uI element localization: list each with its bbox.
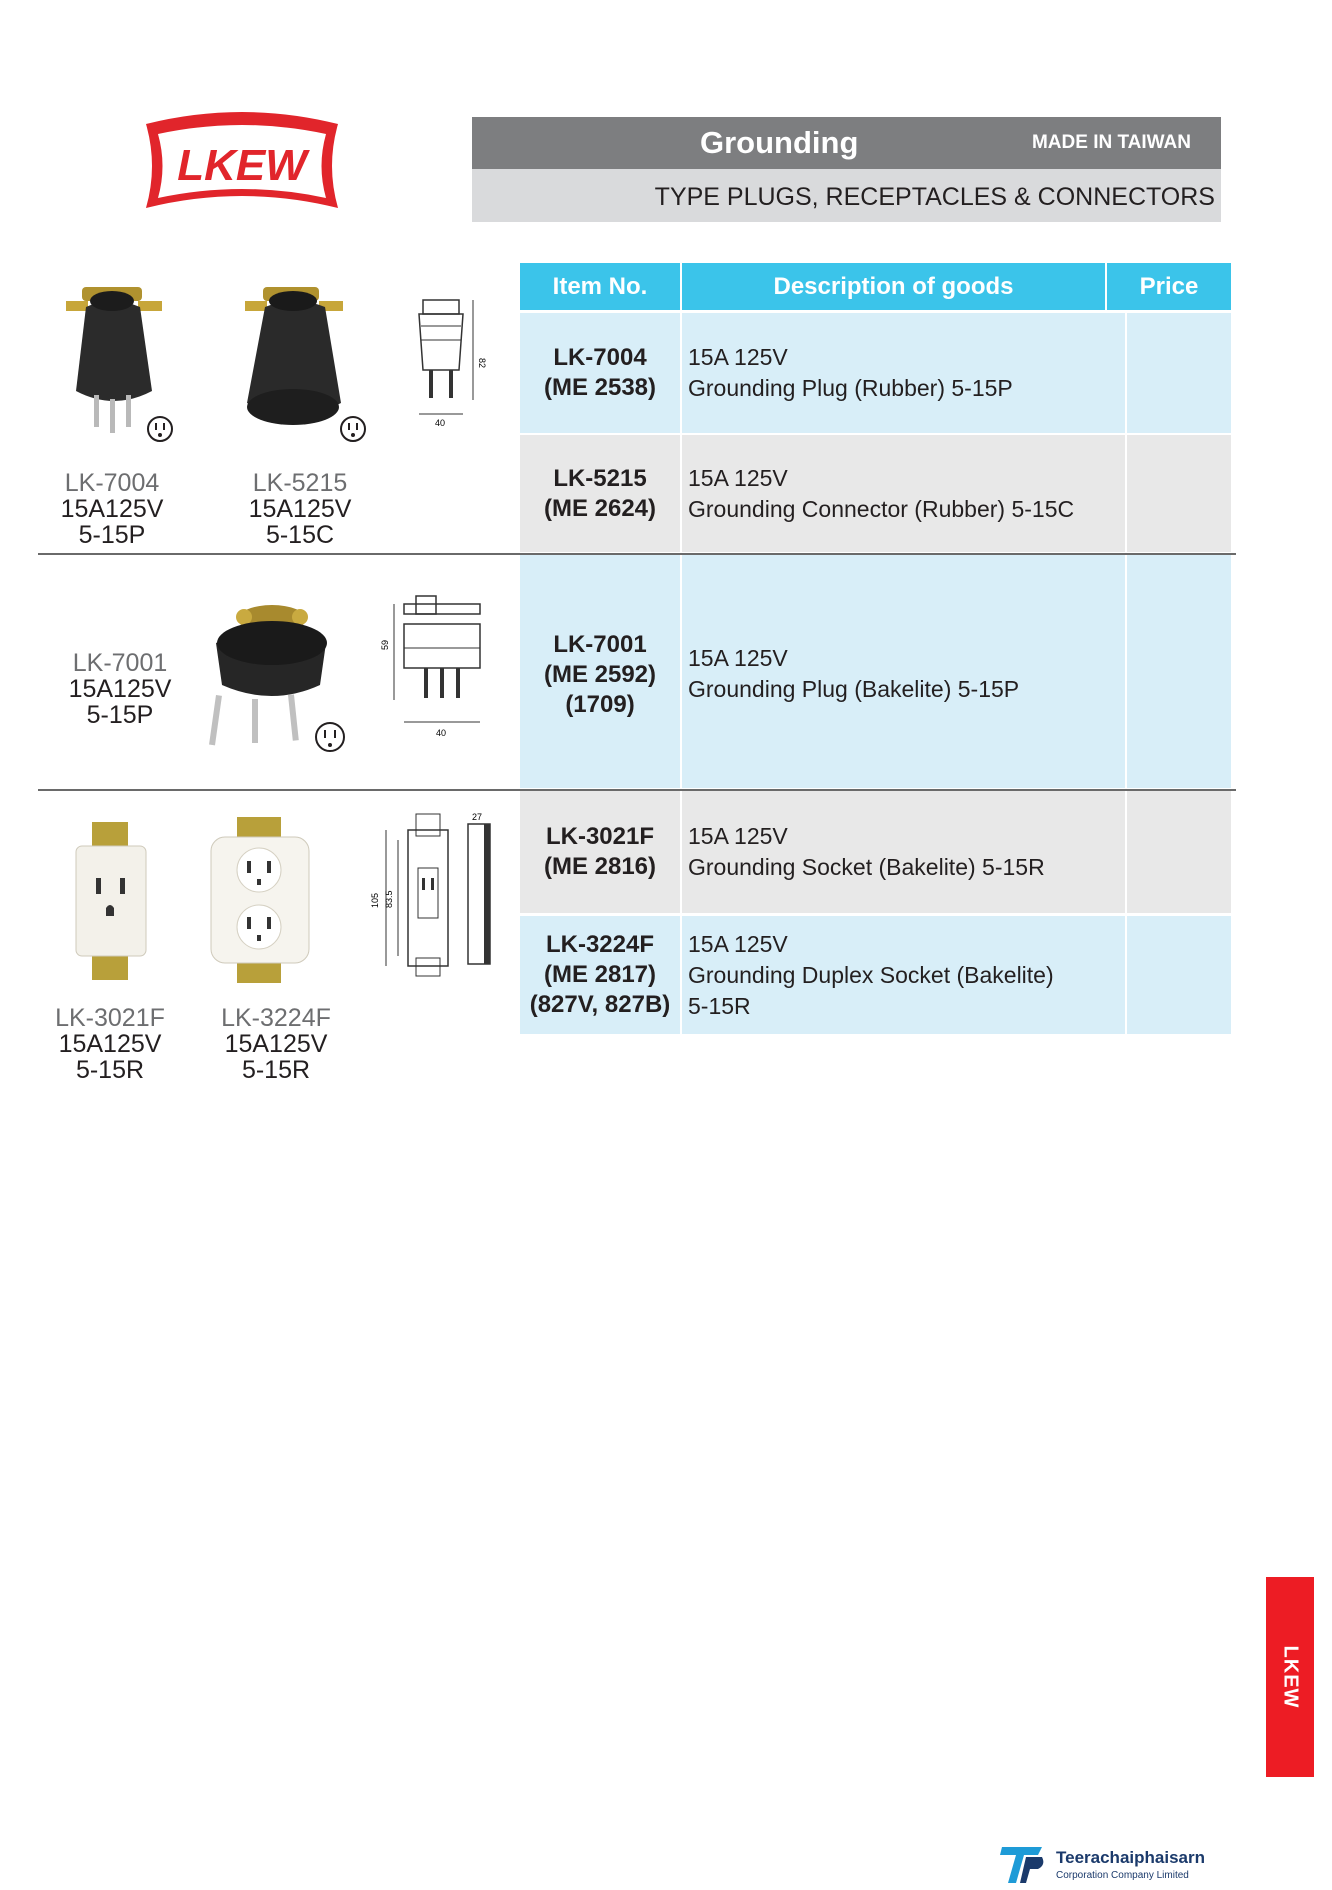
table-row bbox=[520, 555, 1231, 788]
item-number: LK-5215 bbox=[553, 464, 647, 492]
item-cell bbox=[520, 555, 680, 788]
description-cell bbox=[682, 313, 1125, 433]
side-tab-label: LKEW bbox=[1279, 1645, 1302, 1709]
dim-width-label: 40 bbox=[435, 418, 446, 428]
section-divider bbox=[38, 789, 1236, 791]
product-model: LK-5215 bbox=[252, 469, 348, 497]
made-in-label: MADE IN TAIWAN bbox=[1031, 132, 1191, 153]
item-code: (ME 2592) bbox=[543, 661, 657, 688]
description-text: Grounding Connector (Rubber) 5-15C bbox=[688, 495, 1075, 522]
dim-height-label: 59 bbox=[380, 639, 390, 650]
table-row bbox=[520, 313, 1231, 433]
product-type: 5-15R bbox=[75, 1056, 145, 1084]
description-rating: 15A 125V bbox=[688, 464, 788, 491]
dim-height-label: 82 bbox=[477, 358, 487, 369]
footer-company-subtitle: Corporation Company Limited bbox=[1056, 1870, 1189, 1881]
product-rating: 15A125V bbox=[224, 1030, 328, 1058]
description-cell bbox=[682, 435, 1125, 552]
price-cell bbox=[1127, 791, 1231, 913]
product-label-lk3021f bbox=[44, 1005, 176, 1083]
product-label-lk3224f bbox=[210, 1005, 342, 1083]
description-text: Grounding Duplex Socket (Bakelite) bbox=[688, 961, 1054, 988]
product-model: LK-3021F bbox=[55, 1004, 165, 1032]
description-rating: 15A 125V bbox=[688, 930, 788, 957]
dim-depth-label: 27 bbox=[472, 812, 483, 822]
product-rating: 15A125V bbox=[248, 495, 352, 523]
description-rating: 15A 125V bbox=[688, 344, 788, 370]
item-code: (ME 2817) bbox=[543, 961, 657, 988]
item-cell bbox=[520, 435, 680, 552]
product-rating: 15A125V bbox=[68, 675, 172, 703]
dim-height-label: 105 bbox=[370, 892, 380, 908]
page-subtitle: TYPE PLUGS, RECEPTACLES & CONNECTORS bbox=[654, 183, 1215, 211]
header-title-bar bbox=[472, 117, 1221, 169]
plug-dimension-drawing bbox=[405, 290, 487, 430]
product-type: 5-15C bbox=[265, 521, 335, 549]
product-type: 5-15R bbox=[241, 1056, 311, 1084]
product-model: LK-7004 bbox=[64, 469, 160, 497]
description-rating: 15A 125V bbox=[688, 645, 788, 671]
description-type: 5-15R bbox=[688, 992, 751, 1019]
description-cell bbox=[682, 555, 1125, 788]
item-alt-code: (1709) bbox=[565, 691, 635, 718]
table-row bbox=[520, 791, 1231, 913]
product-rating: 15A125V bbox=[58, 1030, 162, 1058]
item-code: (ME 2538) bbox=[543, 374, 657, 401]
description-text: Grounding Plug (Bakelite) 5-15P bbox=[688, 676, 1020, 702]
price-cell bbox=[1127, 313, 1231, 433]
duplex-socket-image bbox=[195, 815, 325, 985]
logo-text: LKEW bbox=[177, 141, 307, 190]
header-subtitle-bar bbox=[472, 169, 1221, 222]
description-text: Grounding Plug (Rubber) 5-15P bbox=[688, 375, 1013, 401]
price-cell bbox=[1127, 916, 1231, 1034]
product-type: 5-15P bbox=[86, 701, 154, 729]
item-alt-code: (827V, 827B) bbox=[529, 991, 671, 1018]
dim-inner-height-label: 83.5 bbox=[384, 890, 394, 908]
page-title: Grounding bbox=[700, 125, 859, 160]
table-row bbox=[520, 916, 1231, 1034]
rubber-plug-image bbox=[60, 283, 180, 443]
item-code: (ME 2816) bbox=[543, 853, 657, 880]
description-text: Grounding Socket (Bakelite) 5-15R bbox=[688, 854, 1045, 880]
socket-dimension-drawing bbox=[360, 808, 510, 978]
description-rating: 15A 125V bbox=[688, 823, 788, 849]
item-number: LK-3021F bbox=[545, 823, 655, 850]
single-socket-image bbox=[56, 818, 168, 983]
teerachaiphaisarn-logo-icon bbox=[998, 1843, 1046, 1885]
price-cell bbox=[1127, 435, 1231, 552]
product-label-lk5215 bbox=[240, 470, 360, 548]
section-divider bbox=[38, 553, 1236, 555]
item-code: (ME 2624) bbox=[543, 494, 657, 522]
item-cell bbox=[520, 916, 680, 1034]
product-model: LK-7001 bbox=[72, 649, 168, 677]
product-model: LK-3224F bbox=[221, 1004, 331, 1032]
rubber-connector-image bbox=[225, 283, 370, 443]
product-label-lk7004 bbox=[52, 470, 172, 548]
dim-width-label: 40 bbox=[436, 728, 447, 738]
price-cell bbox=[1127, 555, 1231, 788]
lkew-logo bbox=[140, 110, 344, 222]
col-header-description: Description of goods bbox=[682, 263, 1105, 310]
bakelite-plug-image bbox=[200, 595, 360, 755]
item-number: LK-7001 bbox=[553, 631, 647, 658]
footer-company-name: Teerachaiphaisarn bbox=[1056, 1848, 1205, 1867]
product-rating: 15A125V bbox=[60, 495, 164, 523]
brand-side-tab bbox=[1266, 1577, 1314, 1777]
description-cell bbox=[682, 916, 1125, 1034]
product-label-lk7001 bbox=[60, 650, 180, 728]
description-cell bbox=[682, 791, 1125, 913]
product-type: 5-15P bbox=[78, 521, 146, 549]
item-number: LK-3224F bbox=[545, 931, 655, 958]
table-row bbox=[520, 435, 1231, 552]
bakelite-plug-dimension-drawing bbox=[380, 590, 500, 740]
col-header-price: Price bbox=[1107, 263, 1231, 310]
item-cell bbox=[520, 313, 680, 433]
col-header-item: Item No. bbox=[520, 263, 680, 310]
item-number: LK-7004 bbox=[553, 344, 647, 371]
item-cell bbox=[520, 791, 680, 913]
